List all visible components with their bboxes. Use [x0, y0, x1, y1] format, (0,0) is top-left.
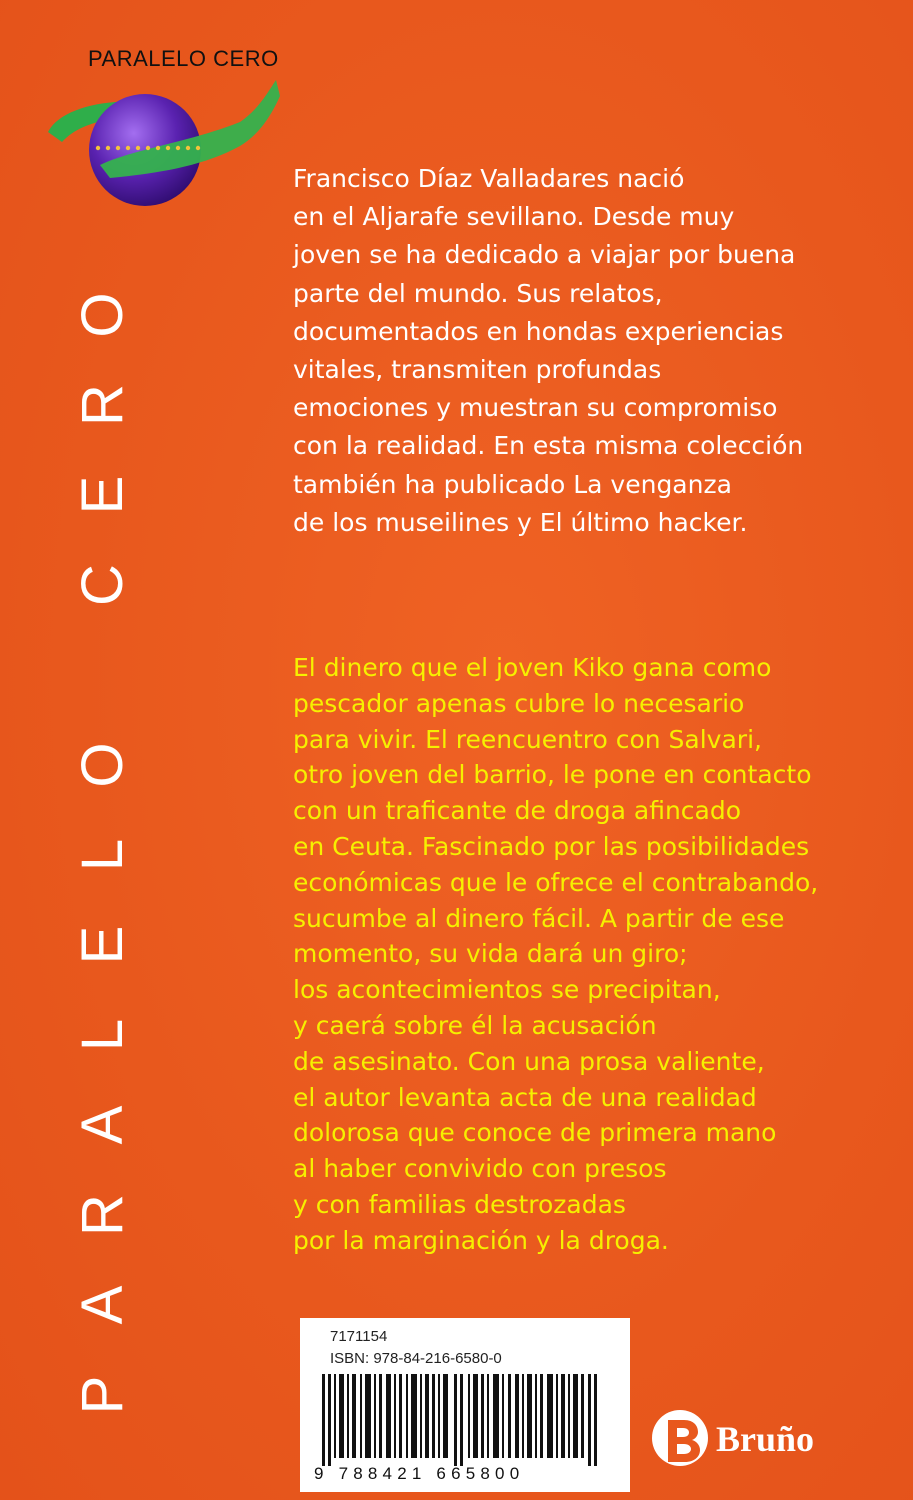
synopsis-line: los acontecimientos se precipitan,	[293, 975, 721, 1005]
bio-line: joven se ha dedicado a viajar por buena	[293, 240, 796, 270]
bio-line: emociones y muestran su compromiso	[293, 393, 778, 423]
synopsis-line: y caerá sobre él la acusación	[293, 1010, 657, 1040]
bio-line: parte del mundo. Sus relatos,	[293, 278, 663, 308]
internal-code: 7171154	[330, 1328, 388, 1345]
vertical-letter: C	[70, 564, 135, 606]
synopsis-line: el autor levanta acta de una realidad	[293, 1082, 757, 1112]
synopsis-line: económicas que le ofrece el contrabando,	[293, 867, 819, 897]
synopsis-line: al haber convivido con presos	[293, 1154, 667, 1184]
synopsis-line: de asesinato. Con una prosa valiente,	[293, 1046, 765, 1076]
barcode-digits: 9 788421 665800	[314, 1464, 525, 1483]
vertical-letter: R	[70, 1194, 135, 1236]
synopsis-line: sucumbe al dinero fácil. A partir de ese	[293, 903, 785, 933]
publisher-logo	[650, 1408, 815, 1468]
bio-line: de los museilines y El último hacker.	[293, 507, 748, 537]
synopsis-line: El dinero que el joven Kiko gana como	[293, 653, 772, 682]
author-bio	[293, 160, 883, 542]
barcode-panel	[300, 1318, 630, 1492]
bio-line: en el Aljarafe sevillano. Desde muy	[293, 202, 735, 232]
bio-line: con la realidad. En esta misma colección	[293, 431, 804, 461]
synopsis-line: por la marginación y la droga.	[293, 1225, 669, 1255]
vertical-letter: A	[70, 1285, 135, 1325]
isbn-label: ISBN: 978-84-216-6580-0	[330, 1350, 502, 1367]
synopsis-line: y con familias destrozadas	[293, 1189, 626, 1219]
vertical-letter: L	[70, 1018, 135, 1052]
bio-line: documentados en hondas experiencias	[293, 316, 784, 346]
book-synopsis	[293, 650, 893, 1259]
vertical-letter: L	[70, 838, 135, 872]
bio-line: también ha publicado La venganza	[293, 469, 732, 499]
barcode-icon	[312, 1374, 618, 1466]
vertical-letter: P	[70, 1375, 135, 1415]
vertical-series-title	[68, 292, 138, 1470]
vertical-letter: O	[70, 292, 135, 338]
synopsis-line: con un traficante de droga afincado	[293, 796, 742, 826]
synopsis-line: pescador apenas cubre lo necesario	[293, 688, 745, 718]
series-logo	[40, 70, 280, 210]
series-label: PARALELO CERO	[88, 46, 279, 71]
synopsis-line: para vivir. El reencuentro con Salvari,	[293, 724, 762, 754]
vertical-letter: E	[70, 925, 135, 965]
synopsis-line: otro joven del barrio, le pone en contacto	[293, 760, 812, 790]
synopsis-line: momento, su vida dará un giro;	[293, 939, 688, 969]
synopsis-line: en Ceuta. Fascinado por las posibilidades	[293, 831, 810, 861]
vertical-letter: O	[70, 742, 135, 788]
publisher-b-icon	[650, 1408, 710, 1468]
vertical-letter	[68, 640, 138, 710]
vertical-letter: E	[70, 475, 135, 515]
synopsis-line: dolorosa que conoce de primera mano	[293, 1118, 777, 1148]
publisher-name: Bruño	[716, 1419, 815, 1459]
bio-line: Francisco Díaz Valladares nació	[293, 164, 685, 193]
vertical-letter: R	[70, 384, 135, 426]
vertical-letter: A	[70, 1105, 135, 1145]
bio-line: vitales, transmiten profundas	[293, 355, 662, 385]
